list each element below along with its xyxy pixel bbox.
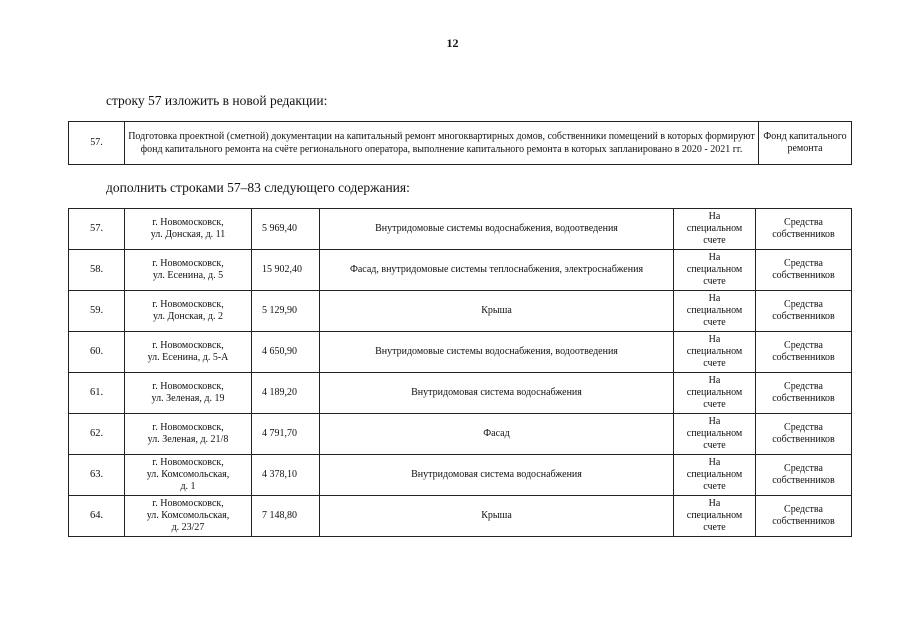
address-street: ул. Зеленая, д. 21/8 [147,434,229,445]
row-works [320,250,674,291]
account-line: На [708,416,721,427]
row-works [320,209,674,250]
row-area [252,496,320,537]
row-works [320,455,674,496]
account-line: счете [703,358,726,369]
address-city: г. Новомосковск, [152,457,224,468]
row-account [674,496,756,537]
source-line: собственников [772,434,835,445]
source-line: Средства [784,299,823,310]
source-line: Средства [784,381,823,392]
account-line: счете [703,522,726,533]
row-number [69,373,125,414]
page-number: 12 [446,36,459,50]
row-number [69,455,125,496]
source-line: собственников [772,311,835,322]
account-line: специальном [686,510,743,521]
account-line: На [708,211,721,222]
account-line: На [708,293,721,304]
row-account [674,209,756,250]
row-account [674,332,756,373]
row-works [320,332,674,373]
area-value: 4 650,90 [262,346,297,357]
source-line: собственников [772,516,835,527]
row-area [252,455,320,496]
account-line: счете [703,399,726,410]
account-line: счете [703,235,726,246]
table-row [69,122,852,165]
works-text: Крыша [481,510,512,521]
row-number [69,332,125,373]
account-line: счете [703,317,726,328]
row-account [674,291,756,332]
area-value: 15 902,40 [262,264,302,275]
account-line: счете [703,276,726,287]
account-line: специальном [686,346,743,357]
row-number: 57. [69,122,125,165]
account-line: На [708,457,721,468]
row-account [674,455,756,496]
table-row [69,373,852,414]
source-line: Средства [784,504,823,515]
replaced-row-table [68,121,852,165]
row-number [69,291,125,332]
account-line: На [708,498,721,509]
row-address [125,455,252,496]
address-street: ул. Комсомольская, [146,510,230,521]
area-value: 5 969,40 [262,223,297,234]
account-line: специальном [686,428,743,439]
account-line: специальном [686,387,743,398]
row-description: Подготовка проектной (сметной) документации на капитальный ремонт многоквартирных домов, собственники помещений в которых формируют фонд капитального ремонта на счёте регионального оператора, выполнение капитального ремонта в которых запланировано в 2020 - 2021 гг. [125,122,759,165]
works-text: Внутридомовые системы водоснабжения, водоотведения [375,346,618,357]
row-number-text: 57. [89,223,104,234]
account-line: На [708,252,721,263]
row-works [320,496,674,537]
row-source [756,332,852,373]
account-line: счете [703,481,726,492]
table-row [69,250,852,291]
row-address [125,332,252,373]
row-address [125,209,252,250]
address-city: г. Новомосковск, [152,422,224,433]
table-row [69,332,852,373]
source-line: Средства [784,217,823,228]
source-line: Средства [784,422,823,433]
source-line: Средства [784,340,823,351]
address-street: ул. Комсомольская, [146,469,230,480]
source-line: собственников [772,270,835,281]
table-row [69,414,852,455]
row-works [320,373,674,414]
row-number-text: 64. [89,510,104,521]
row-source [756,496,852,537]
address-street: ул. Есенина, д. 5-А [147,352,229,363]
account-line: На [708,375,721,386]
source-line: Средства [784,258,823,269]
row-number [69,250,125,291]
intro-add-text: дополнить строками 57–83 следующего содержания: [106,180,410,195]
account-line: На [708,334,721,345]
row-number-text: 60. [89,346,104,357]
table-row [69,496,852,537]
added-rows-table [68,208,852,537]
account-line: специальном [686,264,743,275]
row-address [125,496,252,537]
row-account [674,414,756,455]
row-source [756,291,852,332]
account-line: специальном [686,223,743,234]
account-line: счете [703,440,726,451]
address-house: д. 1 [180,481,196,492]
row-area [252,250,320,291]
address-city: г. Новомосковск, [152,381,224,392]
row-address [125,414,252,455]
row-fund: Фонд капитального ремонта [759,122,852,165]
row-source [756,373,852,414]
works-text: Крыша [481,305,512,316]
row-number-text: 59. [89,305,104,316]
address-city: г. Новомосковск, [152,340,224,351]
row-source [756,414,852,455]
row-area [252,414,320,455]
works-text: Внутридомовая система водоснабжения [411,469,582,480]
row-works [320,414,674,455]
address-city: г. Новомосковск, [152,498,224,509]
row-number-text: 63. [89,469,104,480]
source-line: собственников [772,229,835,240]
account-line: специальном [686,305,743,316]
row-address [125,373,252,414]
row-address [125,250,252,291]
address-street: ул. Зеленая, д. 19 [151,393,225,404]
row-account [674,373,756,414]
address-house: д. 23/27 [171,522,205,533]
row-number [69,209,125,250]
row-area [252,332,320,373]
address-street: ул. Донская, д. 2 [153,311,223,322]
source-line: собственников [772,475,835,486]
source-line: собственников [772,393,835,404]
area-value: 4 791,70 [262,428,297,439]
address-city: г. Новомосковск, [152,258,224,269]
row-source [756,455,852,496]
row-number-text: 62. [89,428,104,439]
rows-body [69,209,852,537]
table-row [69,291,852,332]
row-area [252,209,320,250]
row-area [252,291,320,332]
area-value: 5 129,90 [262,305,297,316]
works-text: Фасад [483,428,510,439]
address-city: г. Новомосковск, [152,217,224,228]
table-row [69,209,852,250]
works-text: Внутридомовая система водоснабжения [411,387,582,398]
row-number [69,496,125,537]
address-street: ул. Донская, д. 11 [150,229,226,240]
row-works [320,291,674,332]
row-source [756,250,852,291]
row-address [125,291,252,332]
works-text: Внутридомовые системы водоснабжения, водоотведения [375,223,618,234]
area-value: 7 148,80 [262,510,297,521]
area-value: 4 189,20 [262,387,297,398]
source-line: Средства [784,463,823,474]
row-source [756,209,852,250]
row-number-text: 61. [89,387,104,398]
row-account [674,250,756,291]
row-number-text: 58. [89,264,104,275]
source-line: собственников [772,352,835,363]
intro-replace-text: строку 57 изложить в новой редакции: [106,93,328,108]
address-street: ул. Есенина, д. 5 [152,270,224,281]
works-text: Фасад, внутридомовые системы теплоснабжения, электроснабжения [349,264,644,275]
table-row [69,455,852,496]
row-area [252,373,320,414]
account-line: специальном [686,469,743,480]
address-city: г. Новомосковск, [152,299,224,310]
area-value: 4 378,10 [262,469,297,480]
row-number [69,414,125,455]
